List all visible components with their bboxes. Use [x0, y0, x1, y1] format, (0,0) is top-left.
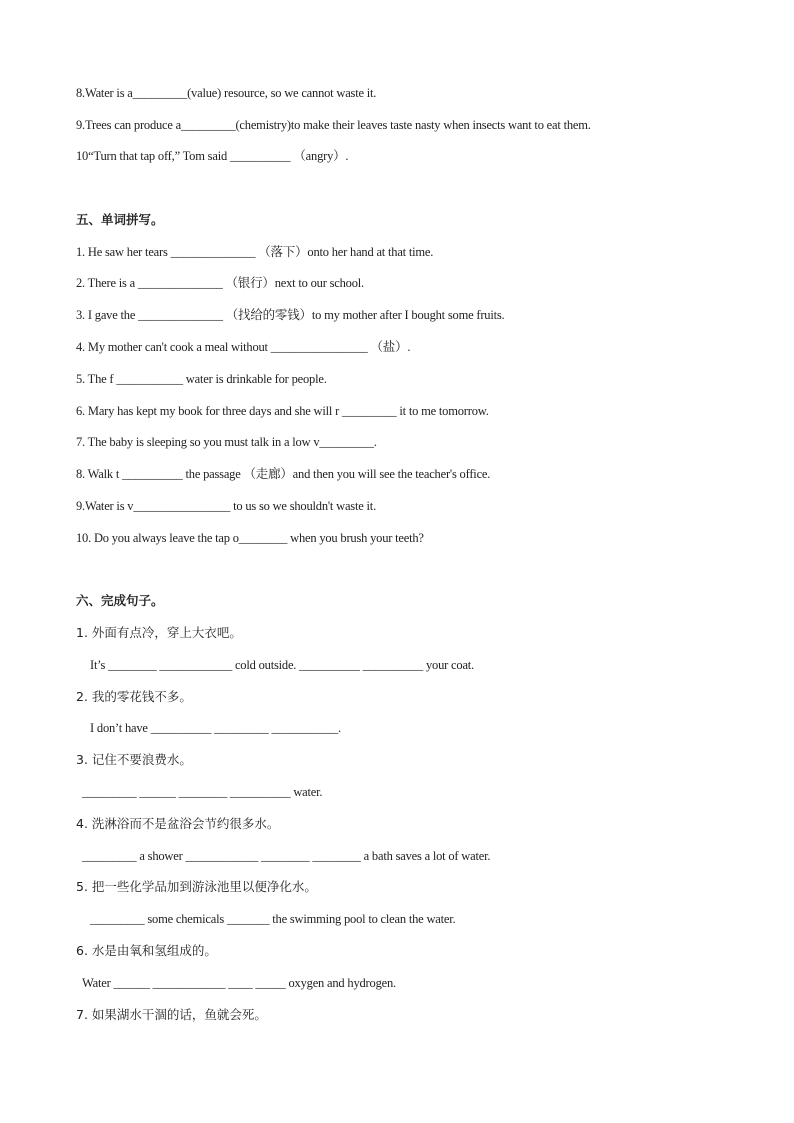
section-heading: 六、完成句子。 [76, 593, 164, 608]
worksheet-line: 9.Water is v________________ to us so we shouldn't waste it. [76, 499, 376, 513]
worksheet-line: _________ a shower ____________ ________ ________ a bath saves a lot of water. [82, 849, 491, 863]
worksheet-line: 5. 把一些化学品加到游泳池里以便净化水。 [76, 879, 317, 894]
worksheet-line: 9.Trees can produce a_________(chemistry)to make their leaves taste nasty when insects want to eat them. [76, 118, 591, 132]
worksheet-line: 7. The baby is sleeping so you must talk in a low v_________. [76, 435, 377, 449]
worksheet-line: 1. He saw her tears ______________ （落下）onto her hand at that time. [76, 245, 434, 259]
worksheet-line: 10“Turn that tap off,” Tom said __________ （angry）. [76, 149, 349, 163]
worksheet-line: I don’t have __________ _________ ___________. [90, 721, 341, 735]
worksheet-line: 4. 洗淋浴而不是盆浴会节约很多水。 [76, 816, 280, 831]
worksheet-line: 7. 如果湖水干涸的话，鱼就会死。 [76, 1007, 267, 1022]
worksheet-line: 8.Water is a_________(value) resource, so we cannot waste it. [76, 86, 377, 100]
section-heading: 五、单词拼写。 [76, 212, 164, 227]
worksheet-line: 6. 水是由氧和氢组成的。 [76, 943, 217, 958]
worksheet-line: 3. I gave the ______________ （找给的零钱）to my mother after I bought some fruits. [76, 308, 505, 322]
worksheet-line: 8. Walk t __________ the passage （走廊）and then you will see the teacher's office. [76, 467, 491, 481]
worksheet-line: 4. My mother can't cook a meal without ________________ （盐）. [76, 340, 411, 354]
worksheet-line: 10. Do you always leave the tap o________ when you brush your teeth? [76, 531, 424, 545]
worksheet-line: 2. 我的零花钱不多。 [76, 689, 192, 704]
worksheet-line: It’s ________ ____________ cold outside. __________ __________ your coat. [90, 658, 474, 672]
worksheet-line: 1. 外面有点冷，穿上大衣吧。 [76, 625, 242, 640]
worksheet-line: Water ______ ____________ ____ _____ oxygen and hydrogen. [82, 976, 396, 990]
worksheet-line: 5. The f ___________ water is drinkable for people. [76, 372, 327, 386]
worksheet-line: 6. Mary has kept my book for three days and she will r _________ it to me tomorrow. [76, 404, 489, 418]
worksheet-line: 2. There is a ______________ （银行）next to our school. [76, 276, 364, 290]
worksheet-line: _________ some chemicals _______ the swimming pool to clean the water. [90, 912, 456, 926]
worksheet-line: 3. 记住不要浪费水。 [76, 752, 192, 767]
worksheet-line: _________ ______ ________ __________ water. [82, 785, 323, 799]
